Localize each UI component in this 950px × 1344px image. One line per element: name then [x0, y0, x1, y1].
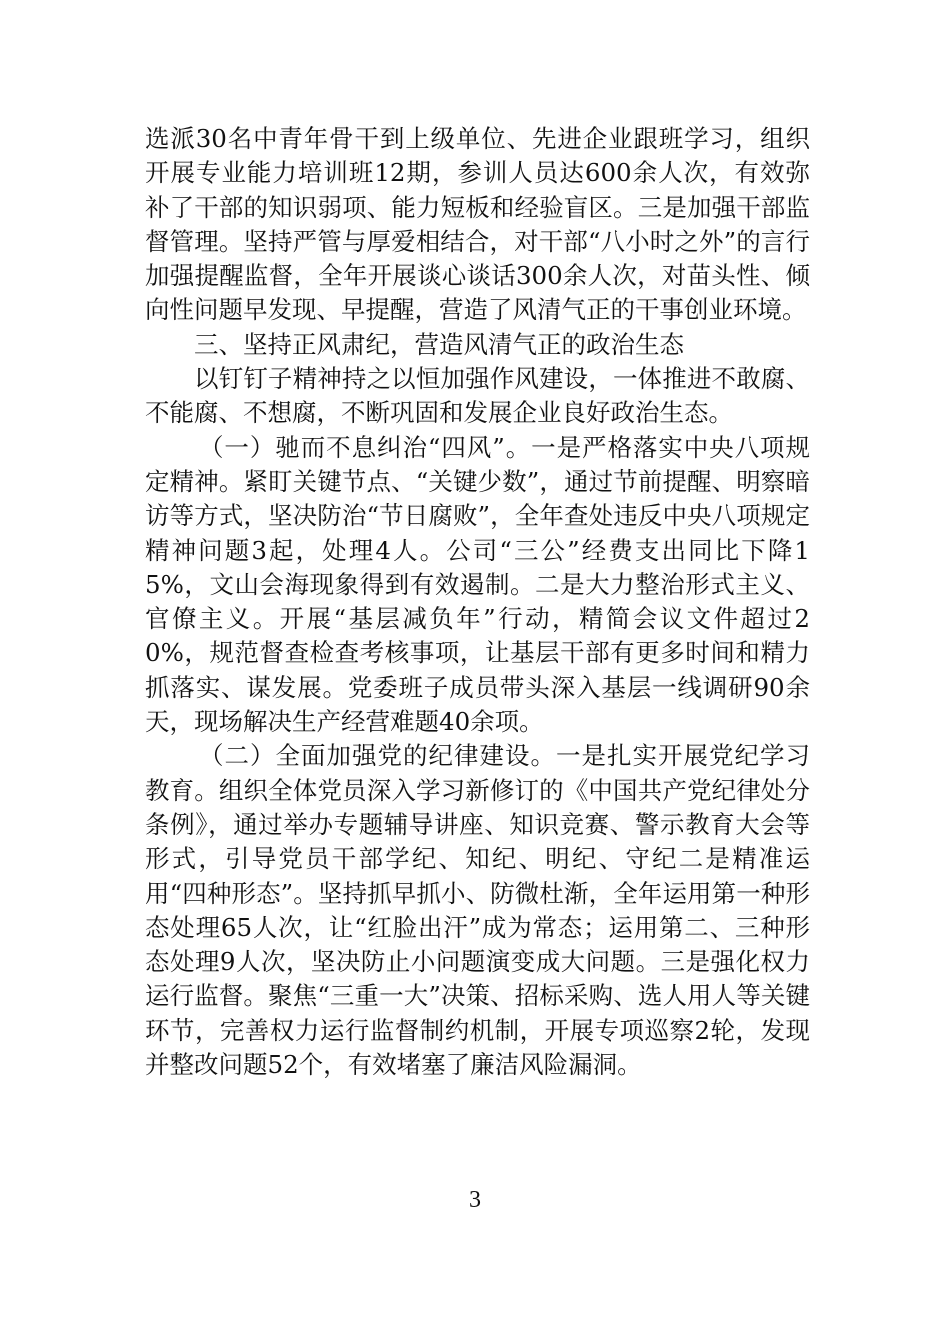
- paragraph-intro: 以钉钉子精神持之以恒加强作风建设，一体推进不敢腐、不能腐、不想腐，不断巩固和发展企业良好政治生态。: [145, 364, 810, 428]
- paragraph-subsection-1: （一）驰而不息纠治“四风”。一是严格落实中央八项规定精神。紧盯关键节点、“关键少数”，通过节前提醒、明察暗访等方式，坚决防治“节日腐败”，全年查处违反中央八项规定精神问题3起，处理4人。公司“三公”经费支出同比下降15%，文山会海现象得到有效遏制。二是大力整治形式主义、官僚主义。开展“基层减负年”行动，精简会议文件超过20%，规范督查检查考核事项，让基层干部有更多时间和精力抓落实、谋发展。党委班子成员带头深入基层一线调研90余天，现场解决生产经营难题40余项。: [145, 432, 810, 737]
- document-body: [145, 122, 810, 1082]
- paragraph-continuation: 选派30名中青年骨干到上级单位、先进企业跟班学习，组织开展专业能力培训班12期，参训人员达600余人次，有效弥补了干部的知识弱项、能力短板和经验盲区。三是加强干部监督管理。坚持严管与厚爱相结合，对干部“八小时之外”的言行加强提醒监督，全年开展谈心谈话300余人次，对苗头性、倾向性问题早发现、早提醒，营造了风清气正的干事创业环境。: [145, 124, 810, 325]
- page-number: 3: [469, 1187, 481, 1213]
- paragraph-subsection-2: （二）全面加强党的纪律建设。一是扎实开展党纪学习教育。组织全体党员深入学习新修订的《中国共产党纪律处分条例》，通过举办专题辅导讲座、知识竞赛、警示教育大会等形式，引导党员干部学纪、知纪、明纪、守纪二是精准运用“四种形态”。坚持抓早抓小、防微杜渐，全年运用第一种形态处理65人次，让“红脸出汗”成为常态；运用第二、三种形态处理9人次，坚决防止小问题演变成大问题。三是强化权力运行监督。聚焦“三重一大”决策、招标采购、选人用人等关键环节，完善权力运行监督制约机制，开展专项巡察2轮，发现并整改问题52个，有效堵塞了廉洁风险漏洞。: [145, 741, 810, 1080]
- section-heading: 三、坚持正风肃纪，营造风清气正的政治生态: [194, 329, 684, 359]
